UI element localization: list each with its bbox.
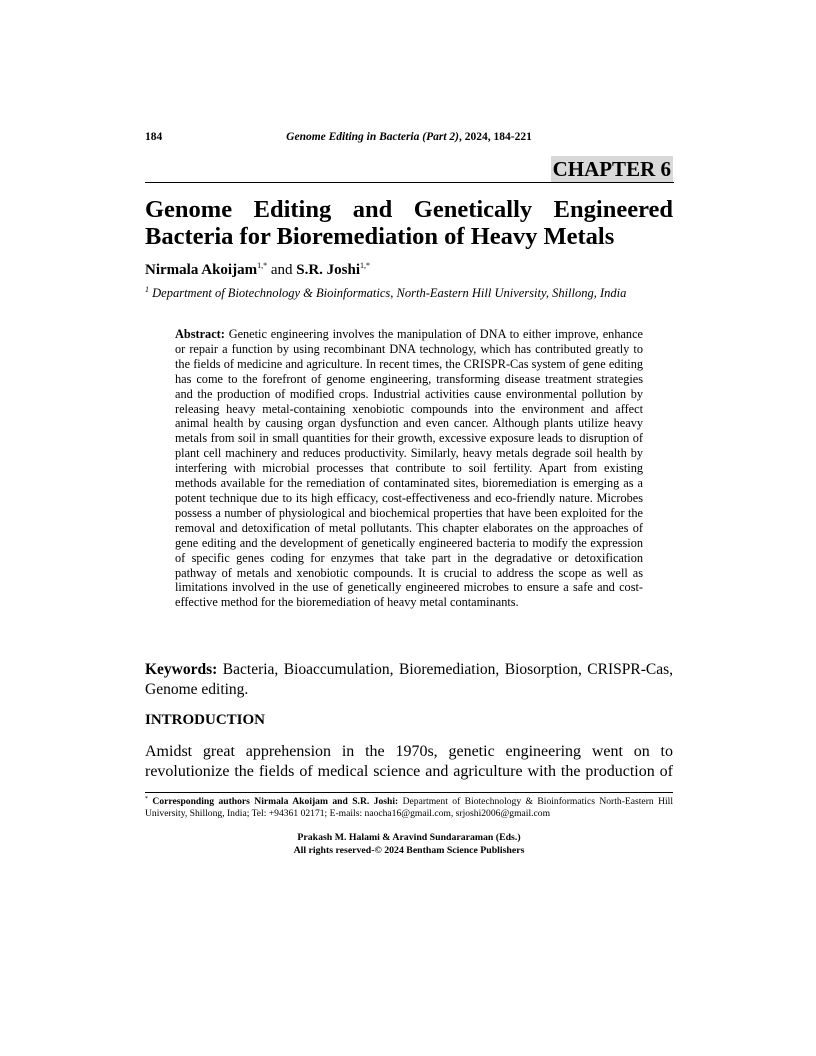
abstract-label: Abstract:	[175, 327, 225, 341]
abstract	[175, 327, 643, 610]
author-1: Nirmala Akoijam	[145, 262, 258, 278]
introduction-paragraph: Amidst great apprehension in the 1970s, genetic engineering went on to revolutionize the fields of medical science and agriculture with the production of	[145, 743, 673, 780]
chapter-rule	[145, 182, 674, 183]
journal-title: Genome Editing in Bacteria (Part 2)	[286, 131, 459, 143]
abstract-text: Genetic engineering involves the manipulation of DNA to either improve, enhance or repair a function by using recombinant DNA technology, which has contributed greatly to the fields of medicine and agriculture. In recent times, the CRISPR-Cas system of gene editing has come to the forefront of genome engineering, transforming disease treatment strategies and the production of modified crops. Industrial activities cause environmental pollution by releasing heavy metal-containing xenobiotic compounds into the environment and affect animal health by causing organ dysfunction and even cancer. Although plants utilize heavy metals from soil in small quantities for their growth, excessive exposure leads to disruption of plant cell machinery and reduces productivity. Similarly, heavy metals degrade soil health by interfering with microbial processes that contribute to soil fertility. Apart from existing methods available for the remediation of contaminated sites, bioremediation is emerging as a potent technique due to its high efficacy, cost-effectiveness and eco-friendly nature. Microbes possess a number of physiological and biochemical properties that have been exploited for the removal and detoxification of metal pollutants. This chapter elaborates on the approaches of gene editing and the development of genetically engineered bacteria to modify the expression of specific genes coding for enzymes that take part in the degradative or detoxification pathway of metals and xenobiotic compounds. It is crucial to address the scope as well as limitations involved in the use of genetically engineered microbes to ensure a safe and cost-effective method for the bioremediation of heavy metal contaminants.	[175, 327, 643, 610]
editors-names: Prakash M. Halami & Aravind Sundararaman (Eds.)	[297, 832, 521, 843]
affiliation-mark: 1	[145, 284, 149, 294]
keywords-text: Bacteria, Bioaccumulation, Bioremediation, Biosorption, CRISPR-Cas, Genome editing.	[145, 661, 673, 698]
author-2-affiliation-mark: 1,*	[360, 261, 371, 270]
author-2: S.R. Joshi	[296, 262, 361, 278]
footnote	[145, 796, 673, 820]
authors-joiner: and	[267, 262, 297, 278]
keywords-label: Keywords:	[145, 661, 218, 678]
journal-citation	[145, 131, 673, 143]
chapter-title	[145, 196, 673, 250]
running-head	[145, 131, 673, 147]
affiliation	[145, 285, 626, 301]
keywords	[145, 660, 673, 700]
footnote-rule	[145, 792, 673, 793]
footnote-label: Corresponding authors Nirmala Akoijam and S.R. Joshi:	[148, 796, 399, 807]
authors	[145, 261, 370, 279]
footnote-mark: *	[145, 795, 148, 802]
affiliation-text: Department of Biotechnology & Bioinformatics, North-Eastern Hill University, Shillong, India	[149, 286, 627, 300]
chapter-label: CHAPTER 6	[552, 157, 671, 181]
copyright-line: All rights reserved-© 2024 Bentham Science Publishers	[293, 844, 525, 856]
editors-block	[145, 832, 673, 857]
journal-volume-pages: , 2024, 184-221	[458, 131, 532, 143]
introduction-heading: INTRODUCTION	[145, 712, 266, 728]
page-number: 184	[145, 131, 163, 143]
footnote-text: Department of Biotechnology & Bioinformatics North-Eastern Hill University, Shillong, India; Tel: +94361 02171; E-mails: naocha16@gmail.com, srjoshi2006@gmail.com	[145, 796, 673, 819]
chapter-title-line-2: Bacteria for Bioremediation of Heavy Metals	[145, 223, 615, 250]
author-1-affiliation-mark: 1,*	[257, 261, 268, 270]
chapter-title-line-1: Genome Editing and Genetically Engineered	[145, 196, 673, 223]
